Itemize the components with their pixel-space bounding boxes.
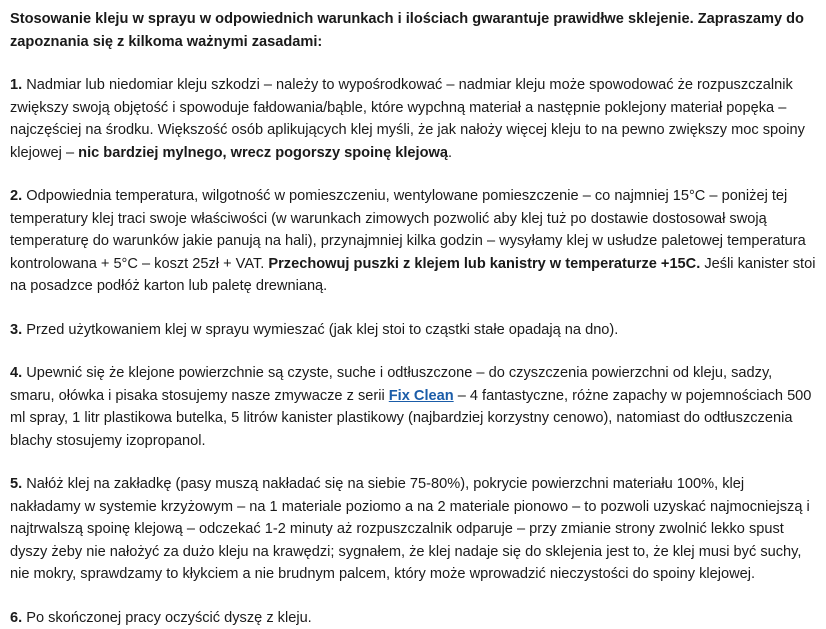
rule-3 xyxy=(10,319,816,342)
rule-text-end: – 4 fantastyczne, różne zapachy w pojemnościach 500 ml spray, 1 litr plastikowa butelka, 5 litrów kanister plastikowy (najbardziej korzystny cenowo), natomiast do odtłuszczenia blachy stosujemy izopropanol. xyxy=(10,388,811,449)
rule-text: Nadmiar lub niedomiar kleju szkodzi – należy to wypośrodkować – nadmiar kleju może spowodować że rozpuszczalnik zwiększy swoją objętość i spowoduje fałdowania/bąble, które wypchną materiał a następnie poklejony materiał popęka – najczęściej na środku. Większość osób aplikujących klej myśli, że jak nałoży więcej kleju to na pewno zwiększy moc spoiny klejowej – xyxy=(10,77,805,161)
rule-number: 1. xyxy=(10,77,22,93)
rule-2 xyxy=(10,185,816,298)
rule-text-end: . xyxy=(448,145,452,161)
rule-text: Odpowiednia temperatura, wilgotność w pomieszczeniu, wentylowane pomieszczenie – co najmniej 15°C – poniżej tej temperatury klej traci swoje właściwości (w warunkach zimowych pozwolić aby klej tuż po dostawie dostosował swoją temperaturę do warunków jakie panują na hali), przynajmniej kilka godzin – wysyłamy klej w usłudze paletowej temperatura kontrolowana + 5°C – koszt 25zł + VAT. xyxy=(10,188,806,272)
rule-number: 4. xyxy=(10,365,22,381)
rule-text: Nałóż klej na zakładkę (pasy muszą nakładać się na siebie 75-80%), pokrycie powierzchni materiału 100%, klej nakładamy w systemie krzyżowym – na 1 materiale poziomo a na 2 materiale pionowo – to pozwoli uzyskać najmocniejszą i najtrwalszą spoinę klejową – odczekać 1-2 minuty aż rozpuszczalnik odparuje – przy zmianie strony zwolnić lekko spust dyszy żeby nie nałożyć za dużo kleju na krawędzi; sygnałem, że klej nadaje się do sklejenia jest to, że klej musi być suchy, nie mokry, sprawdzamy to kłykciem a nie brudnym palcem, który może wprowadzić nieczystości do spoiny klejowej. xyxy=(10,476,810,582)
rule-number: 2. xyxy=(10,188,22,204)
rule-text: Po skończonej pracy oczyścić dyszę z kleju. xyxy=(26,610,312,626)
rule-6 xyxy=(10,607,816,629)
rule-number: 3. xyxy=(10,322,22,338)
fix-clean-link[interactable]: Fix Clean xyxy=(389,388,454,404)
rule-5 xyxy=(10,473,816,586)
rule-number: 5. xyxy=(10,476,22,492)
rule-text: Przed użytkowaniem klej w sprayu wymieszać (jak klej stoi to cząstki stałe opadają na dno). xyxy=(26,322,618,338)
rule-emphasis: nic bardziej mylnego, wrecz pogorszy spoinę klejową xyxy=(78,145,448,161)
rule-1 xyxy=(10,74,816,164)
intro-paragraph: Stosowanie kleju w sprayu w odpowiednich warunkach i ilościach gwarantuje prawidłwe sklejenie. Zapraszamy do zapoznania się z kilkoma ważnymi zasadami: xyxy=(10,8,816,53)
rule-emphasis: Przechowuj puszki z klejem lub kanistry w temperaturze +15C. xyxy=(268,256,700,272)
rule-text-end: Jeśli kanister stoi na posadzce podłóż karton lub paletę drewnianą. xyxy=(10,256,815,295)
rule-number: 6. xyxy=(10,610,22,626)
rule-4 xyxy=(10,362,816,452)
rule-text: Upewnić się że klejone powierzchnie są czyste, suche i odtłuszczone – do czyszczenia powierzchni od kleju, sadzy, smaru, ołówka i pisaka stosujemy nasze zmywacze z serii xyxy=(10,365,772,404)
